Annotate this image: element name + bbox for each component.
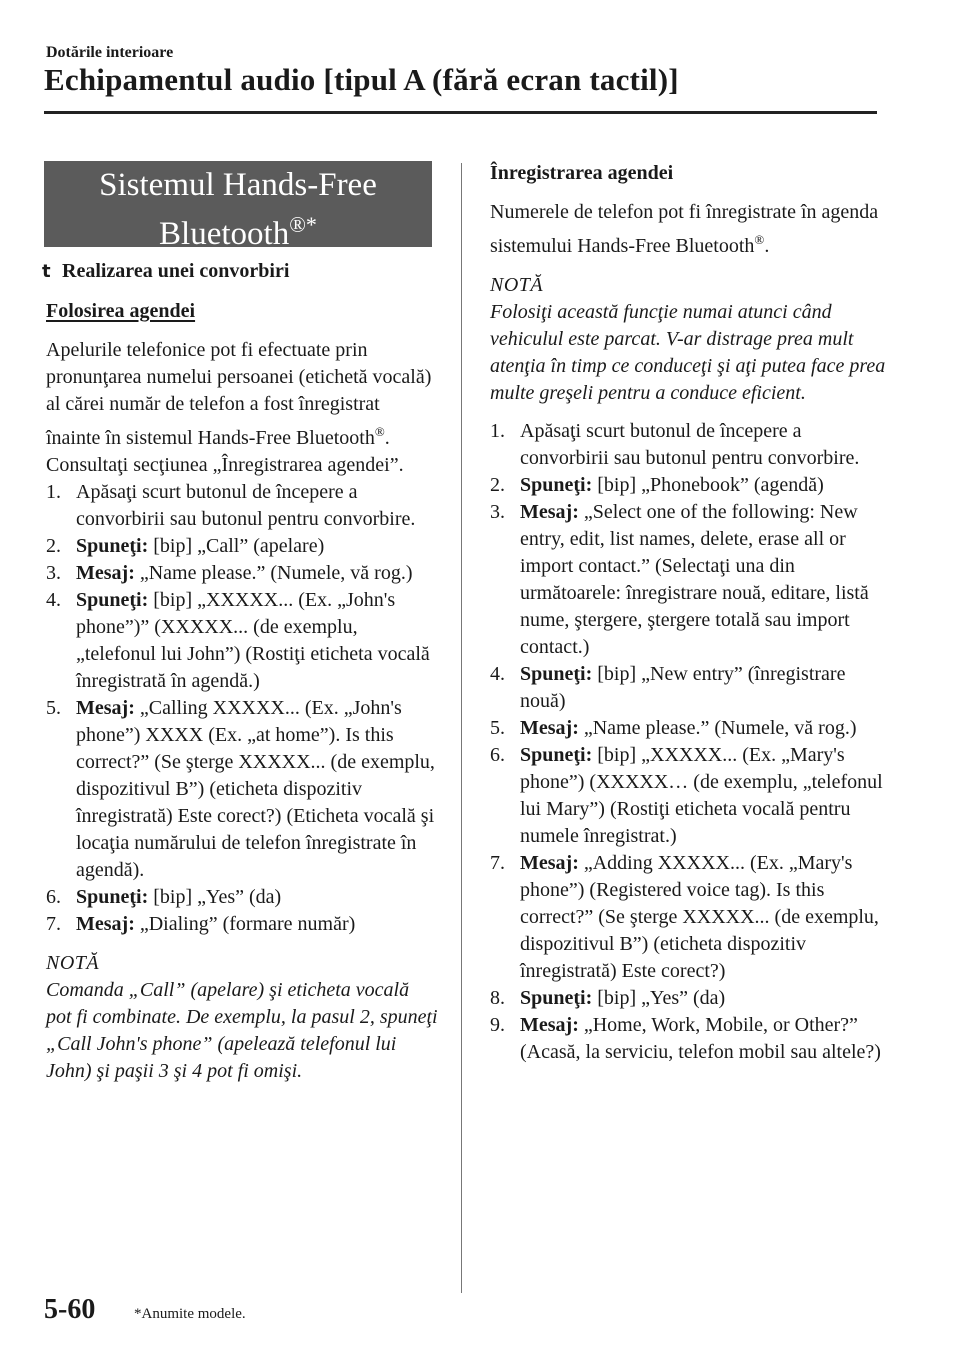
step-text xyxy=(76,587,438,695)
chapter-kicker: Dotările interioare xyxy=(46,44,174,61)
step-body: „Home, Work, Mobile, or Other?” (Acasă, la serviciu, telefon mobil sau altele?) xyxy=(520,1014,881,1063)
step-text xyxy=(520,1012,890,1066)
step-item xyxy=(490,715,890,742)
step-body: [bip] „Yes” (da) xyxy=(592,987,726,1009)
step-label: Spuneţi: xyxy=(520,663,593,685)
step-number: 4. xyxy=(46,589,61,611)
section-banner xyxy=(44,161,432,252)
intro-end: . xyxy=(764,235,770,257)
step-label: Spuneţi: xyxy=(520,987,593,1009)
step-body: [bip] „New entry” (înregistrare nouă) xyxy=(520,663,846,712)
step-text xyxy=(520,499,890,661)
step-body: „Calling XXXXX... (Ex. „John's phone”) XXXX (Ex. „at home”). Is this correct?” (Se şterge XXXXX... (de exemplu, dispozitivul B”) (eticheta dispozitiv înregistrată) Este corect?) (Eticheta vocală şi locaţia numărului de telefon înregistrate în agendă). xyxy=(76,697,435,881)
step-item xyxy=(490,499,890,661)
step-label: Mesaj: xyxy=(76,697,135,719)
step-number: 6. xyxy=(490,744,505,766)
step-label: Mesaj: xyxy=(520,852,579,874)
step-number: 3. xyxy=(490,501,505,523)
subsection-heading: Înregistrarea agendei xyxy=(490,162,674,184)
step-label: Spuneţi: xyxy=(76,886,149,908)
step-number: 5. xyxy=(490,717,505,739)
registered-mark: ® xyxy=(754,232,765,247)
step-text xyxy=(520,742,890,850)
step-item xyxy=(490,850,890,985)
step-text xyxy=(520,472,890,499)
step-item xyxy=(46,533,438,560)
step-label: Spuneţi: xyxy=(520,744,593,766)
step-number: 6. xyxy=(46,886,61,908)
step-number: 9. xyxy=(490,1014,505,1036)
step-text xyxy=(520,985,890,1012)
banner-line-1: Sistemul Hands-Free xyxy=(99,167,377,203)
step-number: 1. xyxy=(490,420,505,442)
section-heading-text: Realizarea unei convorbiri xyxy=(62,260,290,282)
banner-line-2-text: Bluetooth xyxy=(159,216,290,252)
note-text: Folosiţi această funcţie numai atunci când vehiculul este parcat. V-ar distrage prea mult atenţia în timp ce conduceţi şi aţi putea face prea multe greşeli pentru a conduce eficient. xyxy=(490,301,886,404)
step-label: Mesaj: xyxy=(520,717,579,739)
column-divider xyxy=(461,163,462,1293)
step-number: 4. xyxy=(490,663,505,685)
step-text xyxy=(76,560,438,587)
step-body: „Name please.” (Numele, vă rog.) xyxy=(578,717,857,739)
intro-text: Numerele de telefon pot fi înregistrate în agenda sistemului Hands-Free Bluetooth xyxy=(490,201,879,257)
step-item xyxy=(46,560,438,587)
intro-paragraph xyxy=(46,337,438,479)
step-item xyxy=(490,1012,890,1066)
step-text xyxy=(76,911,438,938)
step-body: „Adding XXXXX... (Ex. „Mary's phone”) (Registered voice tag). Is this correct?” (Se şterge XXXXX... (de exemplu, dispozitivul B”) (eticheta dispozitiv înregistrată) Este corect?) xyxy=(520,852,879,982)
header-rule xyxy=(44,111,877,114)
step-item xyxy=(490,661,890,715)
step-number: 2. xyxy=(490,474,505,496)
step-item xyxy=(490,418,890,472)
step-body: [bip] „Call” (apelare) xyxy=(148,535,325,557)
intro-text-b: . Consultaţi secţiunea „Înregistrarea agendei”. xyxy=(46,427,404,476)
step-number: 5. xyxy=(46,697,61,719)
banner-line-2 xyxy=(44,205,432,254)
section-marker-icon: t xyxy=(42,261,51,282)
step-label: Spuneţi: xyxy=(76,535,149,557)
step-label: Mesaj: xyxy=(520,1014,579,1036)
intro-paragraph xyxy=(490,199,890,260)
step-text xyxy=(520,850,890,985)
step-label: Mesaj: xyxy=(76,562,135,584)
step-number: 3. xyxy=(46,562,61,584)
step-body: Apăsaţi scurt butonul de începere a convorbirii sau butonul pentru convorbire. xyxy=(76,481,416,530)
right-column xyxy=(490,160,890,1066)
step-body: [bip] „XXXXX... (Ex. „John's phone”)” (XXXXX... (de exemplu, „telefonul lui John”) (Rostiţi eticheta vocală înregistrată în agendă.) xyxy=(76,589,430,692)
step-text xyxy=(520,715,890,742)
step-body: [bip] „XXXXX... (Ex. „Mary's phone”) (XXXXX… (de exemplu, „telefonul lui Mary”) (Rostiţi eticheta vocală pentru numele înregistrat.) xyxy=(520,744,883,847)
step-number: 2. xyxy=(46,535,61,557)
step-text xyxy=(76,884,438,911)
step-number: 8. xyxy=(490,987,505,1009)
step-number: 7. xyxy=(46,913,61,935)
step-item xyxy=(46,695,438,884)
step-number: 7. xyxy=(490,852,505,874)
step-item xyxy=(46,884,438,911)
note-heading: NOTĂ xyxy=(490,274,544,296)
step-label: Spuneţi: xyxy=(520,474,593,496)
note-text: Comanda „Call” (apelare) şi eticheta vocală pot fi combinate. De exemplu, la pasul 2, spuneţi „Call John's phone” (apelează telefonul lui John) şi paşii 3 şi 4 pot fi omişi. xyxy=(46,979,438,1082)
step-body: „Select one of the following: New entry, edit, list names, delete, erase all or import contact.” (Selectaţi una din următoarele: înregistrare nouă, editare, listă nume, ştergere, ştergere totală sau import contact.) xyxy=(520,501,869,658)
step-text xyxy=(76,533,438,560)
step-body: [bip] „Yes” (da) xyxy=(148,886,282,908)
step-item xyxy=(46,479,438,533)
intro-text-a: Apelurile telefonice pot fi efectuate prin pronunţarea numelui persoanei (etichetă vocală) al cărei număr de telefon a fost înregistrat înainte în sistemul Hands-Free Bluetooth xyxy=(46,339,432,449)
step-body: „Name please.” (Numele, vă rog.) xyxy=(134,562,413,584)
registered-mark: ® xyxy=(374,424,385,439)
footnote: *Anumite modele. xyxy=(134,1306,246,1322)
step-number: 1. xyxy=(46,481,61,503)
subsection-heading: Folosirea agendei xyxy=(46,300,196,322)
page-title: Echipamentul audio [tipul A (fără ecran tactil)] xyxy=(44,62,679,97)
left-column xyxy=(42,258,438,1085)
page-number: 5-60 xyxy=(44,1294,96,1325)
right-steps-list xyxy=(490,418,890,1066)
step-body: [bip] „Phonebook” (agendă) xyxy=(592,474,824,496)
left-steps-list xyxy=(46,479,438,938)
banner-mark: ®* xyxy=(289,212,317,237)
step-label: Mesaj: xyxy=(76,913,135,935)
step-body: „Dialing” (formare număr) xyxy=(134,913,356,935)
step-item xyxy=(46,911,438,938)
step-text xyxy=(76,479,438,533)
step-label: Mesaj: xyxy=(520,501,579,523)
section-heading xyxy=(42,258,438,285)
step-text xyxy=(76,695,438,884)
step-item xyxy=(490,985,890,1012)
step-body: Apăsaţi scurt butonul de începere a convorbirii sau butonul pentru convorbire. xyxy=(520,420,860,469)
step-label: Spuneţi: xyxy=(76,589,149,611)
note-heading: NOTĂ xyxy=(46,952,100,974)
step-item xyxy=(46,587,438,695)
step-item xyxy=(490,472,890,499)
step-item xyxy=(490,742,890,850)
step-text xyxy=(520,418,890,472)
step-text xyxy=(520,661,890,715)
